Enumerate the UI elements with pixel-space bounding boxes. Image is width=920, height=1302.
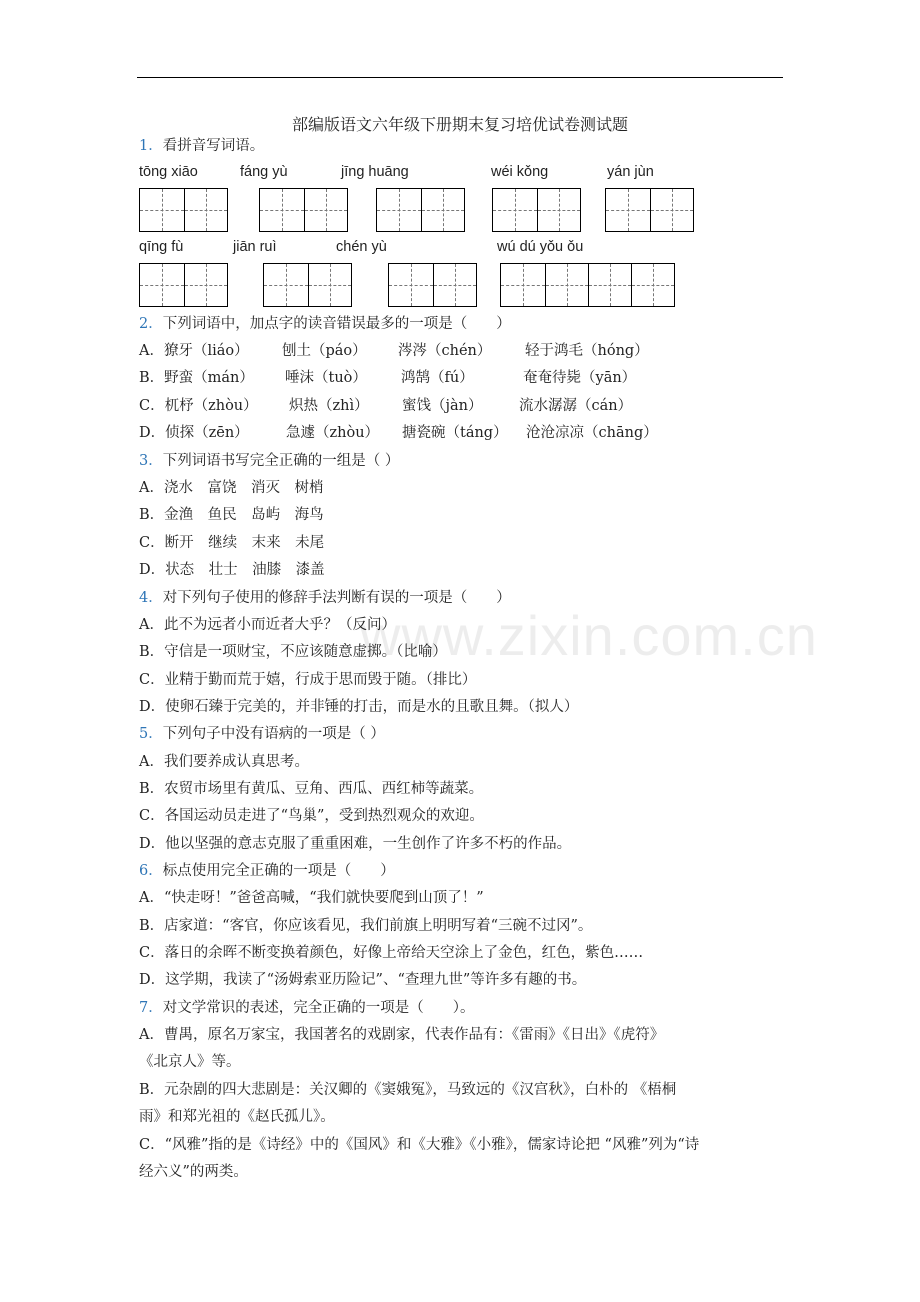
pinyin-label: qīng fù bbox=[139, 239, 184, 255]
writing-grid[interactable] bbox=[376, 188, 465, 232]
question-text: 下列词语书写完全正确的一组是（ ） bbox=[162, 453, 400, 469]
question-text: 下列句子中没有语病的一项是（ ） bbox=[162, 726, 385, 742]
option-a[interactable]: A．浇水 富饶 消灭 树梢 bbox=[139, 480, 324, 496]
question-text: 对下列句子使用的修辞手法判断有误的一项是（ ） bbox=[162, 590, 511, 606]
writing-grid[interactable] bbox=[139, 188, 228, 232]
option-word: 刨土（páo） bbox=[282, 343, 367, 359]
pinyin-label: jīng huāng bbox=[341, 164, 409, 180]
option-c[interactable]: C．各国运动员走进了“鸟巢”，受到热烈观众的欢迎。 bbox=[139, 808, 484, 824]
watermark: www.zixin.com.cn bbox=[360, 604, 818, 667]
option-word: 轻于鸿毛（hóng） bbox=[525, 343, 649, 359]
option-b[interactable]: B．金渔 鱼民 岛屿 海鸟 bbox=[139, 507, 324, 523]
option-a[interactable]: A．此不为远者小而近者大乎？（反问） bbox=[139, 617, 396, 633]
option-word: A．獠牙（liáo） bbox=[139, 343, 249, 359]
pinyin-label: yán jùn bbox=[607, 164, 654, 180]
option-b-continued: 雨》和郑光祖的《赵氏孤儿》。 bbox=[139, 1109, 335, 1125]
writing-grid[interactable] bbox=[605, 188, 694, 232]
option-d[interactable] bbox=[139, 423, 658, 443]
pinyin-label: wú dú yǒu ǒu bbox=[497, 239, 584, 255]
writing-grid[interactable] bbox=[139, 263, 228, 307]
option-c[interactable]: C．断开 继续 末来 未尾 bbox=[139, 535, 325, 551]
question-number: 4． bbox=[139, 590, 163, 606]
option-word: 急遽（zhòu） bbox=[286, 425, 380, 441]
question-text: 标点使用完全正确的一项是（ ） bbox=[162, 863, 395, 879]
option-word: 搪瓷碗（táng） bbox=[402, 425, 508, 441]
pinyin-label: wéi kǒng bbox=[491, 164, 549, 180]
question-7 bbox=[139, 998, 474, 1018]
option-a[interactable]: A．“快走呀！”爸爸高喊，“我们就快要爬到山顶了！” bbox=[139, 890, 484, 906]
option-a[interactable] bbox=[139, 341, 649, 361]
question-number: 7． bbox=[139, 1000, 163, 1016]
page-title: 部编版语文六年级下册期末复习培优试卷测试题 bbox=[291, 115, 628, 134]
option-b[interactable]: B．守信是一项财宝，不应该随意虚掷。（比喻） bbox=[139, 644, 447, 660]
option-word: 炽热（zhì） bbox=[289, 398, 369, 414]
option-c[interactable] bbox=[139, 396, 632, 416]
option-word: 沧沧凉凉（chāng） bbox=[526, 425, 658, 441]
option-word: 鸿鹄（fú） bbox=[401, 370, 474, 386]
option-word: B．野蛮（mán） bbox=[139, 370, 254, 386]
writing-grid[interactable] bbox=[388, 263, 477, 307]
question-text: 下列词语中，加点字的读音错误最多的一项是（ ） bbox=[162, 316, 511, 332]
option-word: D．侦探（zēn） bbox=[139, 425, 249, 441]
option-b[interactable]: B．农贸市场里有黄瓜、豆角、西瓜、西红柿等蔬菜。 bbox=[139, 781, 484, 797]
question-1 bbox=[139, 136, 264, 156]
pinyin-label: tōng xiāo bbox=[139, 164, 198, 180]
question-6 bbox=[139, 861, 395, 881]
pinyin-label: fáng yù bbox=[240, 164, 288, 180]
option-d[interactable]: D．他以坚强的意志克服了重重困难，一生创作了许多不朽的作品。 bbox=[139, 836, 572, 852]
option-c[interactable]: C．业精于勤而荒于嬉，行成于思而毁于随。（排比） bbox=[139, 672, 477, 688]
question-3 bbox=[139, 451, 399, 471]
option-a-continued: 《北京人》等。 bbox=[139, 1054, 241, 1070]
option-word: 涔涔（chén） bbox=[398, 343, 492, 359]
option-c[interactable]: C．落日的余晖不断变换着颜色，好像上帝给天空涂上了金色，红色，紫色…… bbox=[139, 945, 644, 961]
question-number: 5． bbox=[139, 726, 163, 742]
header-rule bbox=[137, 77, 783, 78]
question-text: 看拼音写词语。 bbox=[162, 138, 265, 154]
question-number: 3． bbox=[139, 453, 163, 469]
pinyin-label: chén yù bbox=[336, 239, 387, 255]
option-c-continued: 经六义”的两类。 bbox=[139, 1164, 248, 1180]
option-d[interactable]: D．这学期，我读了“汤姆索亚历险记”、“查理九世”等许多有趣的书。 bbox=[139, 972, 587, 988]
option-c[interactable]: C．“风雅”指的是《诗经》中的《国风》和《大雅》《小雅》，儒家诗论把 “风雅”列为“诗 bbox=[139, 1137, 700, 1153]
question-number: 6． bbox=[139, 863, 163, 879]
option-word: 唾沫（tuò） bbox=[285, 370, 367, 386]
pinyin-label: jiān ruì bbox=[233, 239, 277, 255]
option-word: 流水潺潺（cán） bbox=[519, 398, 633, 414]
writing-grid[interactable] bbox=[263, 263, 352, 307]
option-b[interactable]: B．店家道：“客官，你应该看见，我们前旗上明明写着“三碗不过冈”。 bbox=[139, 918, 593, 934]
question-number: 1． bbox=[139, 138, 163, 154]
option-a[interactable]: A．我们要养成认真思考。 bbox=[139, 754, 309, 770]
question-2 bbox=[139, 314, 511, 334]
question-5 bbox=[139, 724, 385, 744]
option-b[interactable]: B．元杂剧的四大悲剧是：关汉卿的《窦娥冤》，马致远的《汉宫秋》，白朴的 《梧桐 bbox=[139, 1082, 677, 1098]
option-word: 蜜饯（jàn） bbox=[402, 398, 483, 414]
option-a[interactable]: A．曹禺，原名万家宝，我国著名的戏剧家，代表作品有：《雷雨》《日出》《虎符》 bbox=[139, 1027, 665, 1043]
option-b[interactable] bbox=[139, 368, 636, 388]
option-word: 奄奄待毙（yān） bbox=[523, 370, 637, 386]
writing-grid[interactable] bbox=[500, 263, 675, 307]
option-d[interactable]: D．使卵石臻于完美的，并非锤的打击，而是水的且歌且舞。（拟人） bbox=[139, 699, 579, 715]
option-d[interactable]: D．状态 壮士 油膝 漆盖 bbox=[139, 562, 325, 578]
option-word: C．杌杼（zhòu） bbox=[139, 398, 258, 414]
question-text: 对文学常识的表述，完全正确的一项是（ ）。 bbox=[162, 1000, 475, 1016]
writing-grid[interactable] bbox=[259, 188, 348, 232]
question-number: 2． bbox=[139, 316, 163, 332]
writing-grid[interactable] bbox=[492, 188, 581, 232]
